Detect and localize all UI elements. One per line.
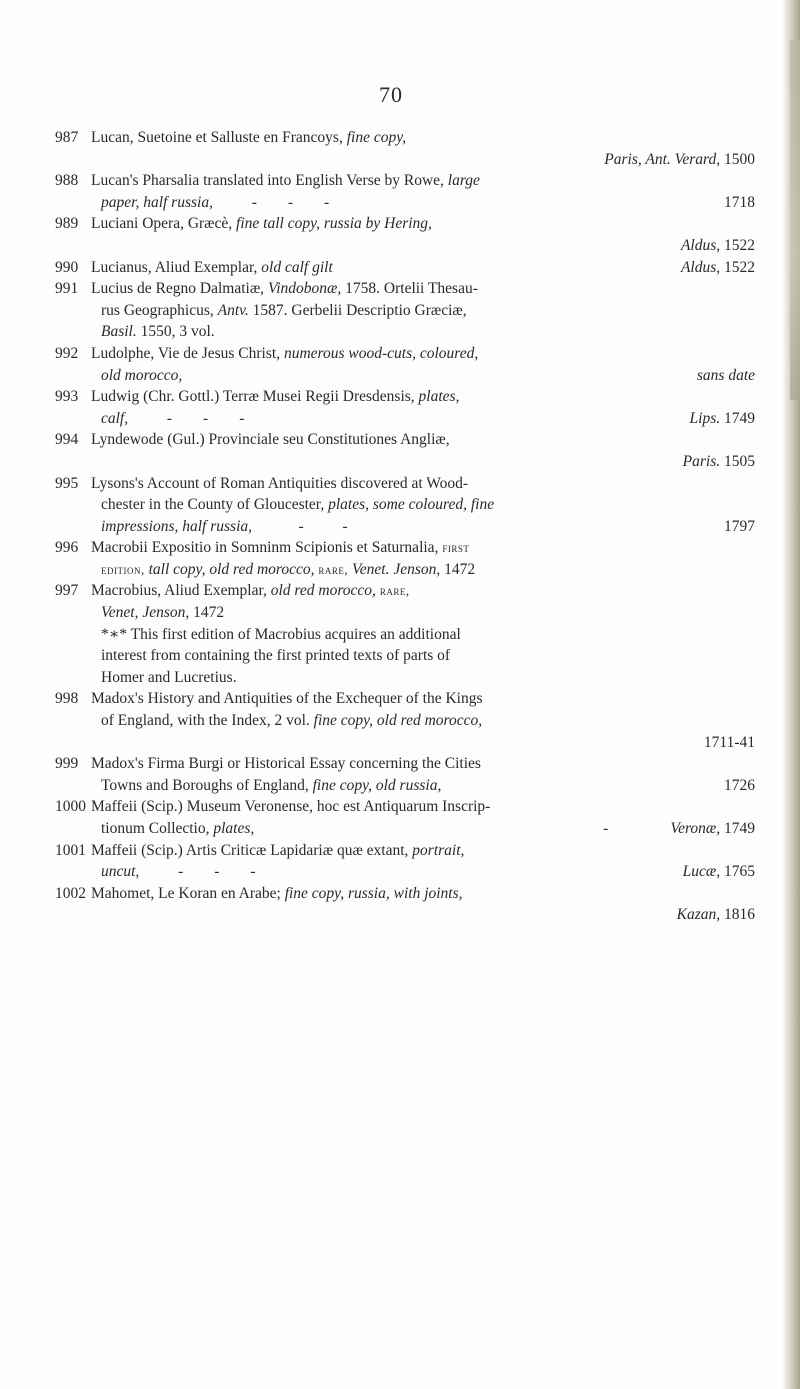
catalog-list: [55, 127, 755, 926]
entry-line: Venet, Jenson, 1472: [101, 604, 225, 622]
entry-number: 988: [55, 172, 79, 190]
entry-number: 992: [55, 344, 79, 362]
entry-line: Kazan, 1816: [676, 906, 755, 924]
entry-line: Lucius de Regno Dalmatiæ, Vindobonæ, 1758. Ortelii Thesau-: [91, 280, 478, 298]
entry-number: 987: [55, 129, 79, 146]
entry-number: 1002: [55, 884, 86, 902]
catalog-entry: [55, 883, 755, 926]
entry-line: Lyndewode (Gul.) Provinciale seu Constitutiones Angliæ,: [91, 431, 450, 449]
entry-line: Luciani Opera, Græcè, fine tall copy, russia by Hering,: [91, 215, 432, 233]
catalog-entry: [55, 537, 755, 580]
entry-line: Towns and Boroughs of England, fine copy, old russia, 1726: [101, 776, 755, 794]
catalog-entry: [55, 840, 755, 883]
entry-number: 991: [55, 280, 79, 298]
entry-line: Maffeii (Scip.) Museum Veronense, hoc est Antiquarum Inscrip-: [91, 798, 491, 816]
entry-line: Lysons's Account of Roman Antiquities discovered at Wood-: [91, 474, 469, 492]
entry-note-line: interest from containing the first printed texts of parts of: [101, 647, 451, 665]
entry-number: 995: [55, 474, 79, 492]
entry-line: Mahomet, Le Koran en Arabe; fine copy, russia, with joints,: [91, 884, 463, 902]
entry-line: Lucan, Suetoine et Salluste en Francoys, fine copy,: [91, 129, 407, 146]
entry-line: Ludwig (Chr. Gottl.) Terræ Musei Regii Dresdensis, plates,: [91, 388, 460, 406]
entry-number: 1001: [55, 841, 86, 859]
entry-line: paper, half russia, - - - 1718: [101, 193, 755, 211]
entry-line: of England, with the Index, 2 vol. fine copy, old red morocco,: [101, 712, 483, 730]
entry-line: Madox's History and Antiquities of the Exchequer of the Kings: [91, 690, 483, 708]
entry-line: old morocco, sans date: [101, 366, 755, 384]
entry-number: 996: [55, 539, 79, 557]
catalog-entry: [55, 473, 755, 538]
entry-line: rus Geographicus, Antv. 1587. Gerbelii Descriptio Græciæ,: [101, 301, 467, 319]
catalog-entry: [55, 213, 755, 256]
entry-line: Macrobii Expositio in Somninm Scipionis et Saturnalia, first: [91, 539, 470, 557]
catalog-entry: [55, 386, 755, 429]
entry-number: 989: [55, 215, 79, 233]
entry-line: Lucianus, Aliud Exemplar, old calf gilt Aldus, 1522: [91, 258, 755, 276]
entry-line: Lucan's Pharsalia translated into English Verse by Rowe, large: [91, 172, 480, 190]
catalog-entry: [55, 753, 755, 796]
entry-number: 1000: [55, 798, 86, 816]
catalog-entry: [55, 127, 755, 170]
entry-number: 998: [55, 690, 79, 708]
entry-line: edition, tall copy, old red morocco, rare, Venet. Jenson, 1472: [101, 560, 476, 578]
catalog-entry: [55, 257, 755, 279]
entry-line: uncut, - - - Lucæ, 1765: [101, 863, 755, 881]
entry-number: 994: [55, 431, 79, 449]
entry-line: Macrobius, Aliud Exemplar, old red morocco, rare,: [91, 582, 410, 600]
entry-line: calf, - - - Lips. 1749: [101, 409, 755, 427]
entry-line: Ludolphe, Vie de Jesus Christ, numerous wood-cuts, coloured,: [91, 344, 479, 362]
entry-number: 997: [55, 582, 79, 600]
entry-line: impressions, half russia, - - 1797: [101, 517, 755, 535]
entry-number: 990: [55, 258, 79, 276]
page-number: 70: [379, 82, 403, 107]
catalog-entry: [55, 170, 755, 213]
entry-line: Maffeii (Scip.) Artis Criticæ Lapidariæ quæ extant, portrait,: [91, 841, 465, 859]
entry-line: Madox's Firma Burgi or Historical Essay concerning the Cities: [91, 755, 481, 773]
entry-line: tionum Collectio, plates, - Veronæ, 1749: [101, 820, 755, 837]
entry-note-line: Homer and Lucretius.: [101, 668, 237, 686]
catalog-entry: [55, 429, 755, 472]
catalog-entry: [55, 688, 755, 753]
entry-line: chester in the County of Gloucester, plates, some coloured, fine: [101, 496, 495, 514]
catalog-entry: [55, 343, 755, 386]
catalog-entry: [55, 580, 755, 688]
catalog-entry: [55, 278, 755, 343]
page-edge-stain: [790, 40, 800, 400]
entry-line: Basil. 1550, 3 vol.: [101, 323, 215, 341]
entry-number: 999: [55, 755, 79, 773]
entry-line: Paris. 1505: [682, 452, 755, 470]
entry-line: Aldus, 1522: [680, 236, 755, 254]
catalog-entry: [55, 796, 755, 839]
entry-line: Paris, Ant. Verard, 1500: [604, 150, 755, 168]
entry-number: 993: [55, 388, 79, 406]
entry-note-line: *∗* This first edition of Macrobius acquires an additional: [101, 625, 461, 643]
entry-line: 1711-41: [703, 733, 755, 751]
